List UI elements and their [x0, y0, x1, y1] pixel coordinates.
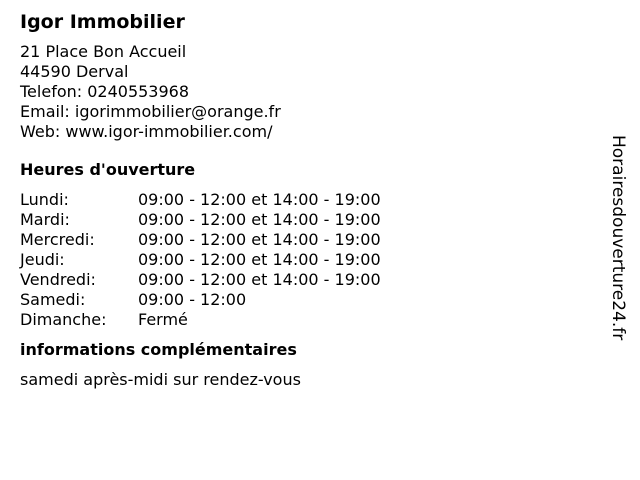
web-line: Web: www.igor-immobilier.com/: [20, 122, 273, 141]
day-label: Vendredi:: [20, 270, 96, 289]
day-label: Mardi:: [20, 210, 70, 229]
hours-table: [20, 190, 600, 330]
email-line: Email: igorimmobilier@orange.fr: [20, 102, 281, 121]
time-value: 09:00 - 12:00 et 14:00 - 19:00: [138, 270, 381, 289]
day-label: Lundi:: [20, 190, 69, 209]
hours-row-dimanche: [20, 310, 600, 330]
extra-info-heading: informations complémentaires: [20, 340, 297, 359]
time-value: 09:00 - 12:00 et 14:00 - 19:00: [138, 230, 381, 249]
address-block: [20, 42, 600, 142]
hours-row-vendredi: [20, 270, 600, 290]
postal-city: 44590 Derval: [20, 62, 129, 81]
business-name: Igor Immobilier: [20, 11, 185, 33]
street-address: 21 Place Bon Accueil: [20, 42, 187, 61]
day-label: Mercredi:: [20, 230, 95, 249]
hours-heading: Heures d'ouverture: [20, 160, 196, 179]
hours-row-lundi: [20, 190, 600, 210]
time-value: 09:00 - 12:00: [138, 290, 247, 309]
hours-row-samedi: [20, 290, 600, 310]
extra-info-text: samedi après-midi sur rendez-vous: [20, 370, 301, 389]
time-value: 09:00 - 12:00 et 14:00 - 19:00: [138, 190, 381, 209]
time-value: 09:00 - 12:00 et 14:00 - 19:00: [138, 210, 381, 229]
hours-row-mardi: [20, 210, 600, 230]
business-card: [20, 10, 600, 390]
day-label: Dimanche:: [20, 310, 107, 329]
phone-line: Telefon: 0240553968: [20, 82, 190, 101]
hours-row-jeudi: [20, 250, 600, 270]
hours-row-mercredi: [20, 230, 600, 250]
time-value: 09:00 - 12:00 et 14:00 - 19:00: [138, 250, 381, 269]
day-label: Samedi:: [20, 290, 86, 309]
day-label: Jeudi:: [20, 250, 65, 269]
site-watermark: Horairesdouverture24.fr: [608, 135, 628, 341]
time-value: Fermé: [138, 310, 188, 329]
